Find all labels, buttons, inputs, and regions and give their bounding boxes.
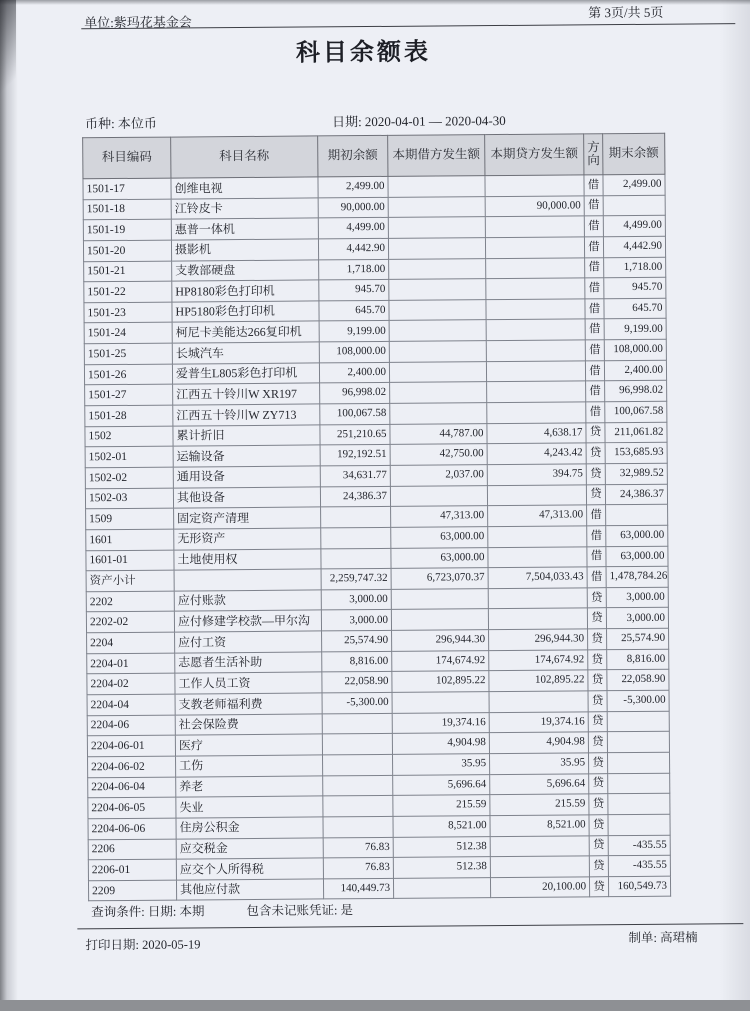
cell-subject-code: 2204-04 [87,694,175,715]
cell-direction: 借 [584,237,603,258]
cell-period-credit: 5,696.64 [490,773,589,794]
cell-direction: 贷 [589,794,608,815]
cell-subject-name: 养老 [176,775,323,797]
cell-period-debit [389,279,486,300]
cell-direction: 借 [587,505,606,526]
cell-closing-balance: 4,499.00 [603,215,665,236]
cell-period-credit [486,257,585,278]
cell-direction: 借 [587,526,606,547]
cell-subject-name: 应付工资 [175,631,322,653]
cell-closing-balance: 2,400.00 [604,360,666,381]
cell-subject-name: 无形资产 [174,528,321,550]
query-conditions [91,900,353,920]
cell-opening-balance [323,796,393,817]
cell-subject-name: 江西五十铃川W XR197 [173,383,320,405]
cell-opening-balance: 3,000.00 [321,610,391,631]
cell-opening-balance [321,507,391,528]
cell-opening-balance: 4,499.00 [318,218,388,239]
cell-closing-balance: 25,574.90 [607,628,669,649]
cell-subject-code: 2204 [87,632,175,653]
cell-period-credit [488,588,587,609]
cell-period-debit: 174,674.92 [392,650,489,671]
print-date-label: 打印日期: 2020-05-19 [85,937,201,953]
cell-opening-balance [321,548,391,569]
cell-subject-name: 社会保险费 [175,714,322,736]
cell-period-debit [392,692,489,713]
cell-period-debit: 47,313.00 [391,506,488,527]
cell-subject-code: 1502-01 [85,446,173,467]
cell-subject-code: 1501-23 [84,302,172,323]
cell-period-debit [393,877,490,898]
cell-period-credit: 35.95 [489,753,588,774]
cell-closing-balance: -435.55 [608,835,670,856]
cell-period-credit [486,319,585,340]
cell-period-debit [391,609,488,630]
cell-subject-name: 应付修建学校款—甲尔沟 [174,610,321,632]
cell-opening-balance [323,754,393,775]
cell-closing-balance: 211,061.82 [605,422,667,443]
cell-subject-code: 2204-06-06 [88,818,176,839]
page-title: 科目余额表 [295,39,432,67]
cell-subject-name [174,569,321,591]
cell-period-debit: 44,787.00 [390,423,487,444]
cell-subject-name: 支教部硬盘 [172,259,319,281]
cell-direction: 借 [586,402,605,423]
cell-closing-balance [608,793,670,814]
cell-closing-balance: 24,386.37 [605,484,667,505]
cell-subject-code: 1601-01 [86,550,174,571]
cell-subject-name: 工作人员工资 [175,672,322,694]
cell-closing-balance [607,731,669,752]
cell-opening-balance: 9,199.00 [319,321,389,342]
cell-direction: 借 [585,360,604,381]
cell-opening-balance: -5,300.00 [322,692,392,713]
cell-period-debit [390,382,487,403]
cell-subject-name: 固定资产清理 [174,507,321,529]
cell-subject-code: 1501-27 [85,384,173,405]
cell-opening-balance: 76.83 [323,837,393,858]
cell-period-debit [390,403,487,424]
cell-period-credit: 7,504,033.43 [488,567,587,588]
cell-closing-balance: 9,199.00 [604,319,666,340]
cell-opening-balance: 22,058.90 [322,672,392,693]
cell-direction: 借 [585,340,604,361]
cell-period-debit: 35.95 [392,754,489,775]
cell-subject-code: 2204-06-04 [88,777,176,798]
cell-opening-balance [321,527,391,548]
cell-subject-code: 1502-03 [85,488,173,509]
cell-opening-balance: 90,000.00 [318,197,388,218]
cell-period-debit [389,299,486,320]
cell-subject-name: 应交税金 [176,837,323,859]
cell-period-debit [389,361,486,382]
cell-subject-code: 2206-01 [88,859,176,880]
query-condition-label: 查询条件: 日期: 本期 [91,904,205,920]
cell-opening-balance: 192,192.51 [320,445,390,466]
cell-closing-balance: 3,000.00 [606,587,668,608]
cell-subject-name: 累计折旧 [173,425,320,447]
cell-direction: 借 [587,567,606,588]
cell-closing-balance: 945.70 [604,277,666,298]
cell-period-debit [389,320,486,341]
cell-closing-balance: 3,000.00 [606,608,668,629]
cell-subject-code: 2202-02 [86,612,174,633]
cell-subject-code: 2204-06-01 [87,735,175,756]
cell-period-credit [490,856,589,877]
cell-period-credit [487,381,586,402]
cell-period-debit: 8,521.00 [393,815,490,836]
cell-subject-code: 1501-24 [84,323,172,344]
cell-direction: 借 [585,299,604,320]
cell-subject-code: 1501-22 [84,281,172,302]
cell-period-credit [487,484,586,505]
cell-period-credit [488,546,587,567]
cell-subject-code: 资产小计 [86,570,174,591]
cell-opening-balance: 251,210.65 [320,424,390,445]
header-direction [584,134,603,175]
cell-direction: 借 [584,216,603,237]
cell-direction: 借 [586,381,605,402]
cell-closing-balance: -5,300.00 [607,690,669,711]
cell-opening-balance: 2,259,747.32 [321,569,391,590]
cell-period-credit: 20,100.00 [490,877,589,898]
cell-period-debit: 63,000.00 [391,527,488,548]
cell-subject-code: 2204-06-05 [88,797,176,818]
cell-subject-name: 通用设备 [173,466,320,488]
cell-period-credit: 47,313.00 [488,505,587,526]
cell-period-credit [485,175,584,196]
unit-label: 单位:紫玛花基金会 [84,14,192,31]
cell-period-credit: 8,521.00 [490,815,589,836]
cell-closing-balance: 63,000.00 [606,525,668,546]
cell-period-debit [388,176,485,197]
date-range-label: 日期: 2020-04-01 — 2020-04-30 [331,112,506,130]
cell-closing-balance: 1,718.00 [604,257,666,278]
cell-subject-name: 其他设备 [173,487,320,509]
cell-opening-balance: 3,000.00 [321,589,391,610]
cell-closing-balance: 100,067.58 [605,401,667,422]
cell-period-debit [389,341,486,362]
cell-closing-balance [608,773,670,794]
cell-closing-balance: 160,549.73 [608,876,670,897]
cell-direction: 贷 [589,856,608,877]
cell-period-debit [390,485,487,506]
cell-subject-name: 江西五十铃川W ZY713 [173,404,320,426]
cell-period-credit [486,299,585,320]
cell-period-credit: 296,944.30 [489,629,588,650]
cell-period-debit: 63,000.00 [391,547,488,568]
cell-direction: 贷 [586,443,605,464]
table-body [83,174,671,901]
cell-direction: 贷 [586,422,605,443]
cell-direction: 贷 [586,464,605,485]
cell-period-debit [389,258,486,279]
cell-closing-balance [608,814,670,835]
cell-direction: 贷 [588,691,607,712]
cell-direction: 贷 [586,484,605,505]
cell-period-credit: 102,895.22 [489,670,588,691]
cell-period-debit: 102,895.22 [392,671,489,692]
cell-direction: 贷 [588,732,607,753]
cell-opening-balance: 4,442.90 [318,238,388,259]
cell-direction: 贷 [589,876,608,897]
cell-closing-balance: 2,499.00 [603,174,665,195]
cell-period-credit [489,691,588,712]
cell-direction: 贷 [588,629,607,650]
cell-period-credit: 19,374.16 [489,711,588,732]
cell-subject-name: 惠普一体机 [171,218,318,240]
cell-closing-balance: 22,058.90 [607,670,669,691]
cell-subject-code: 1501-20 [83,240,171,261]
cell-period-credit [488,608,587,629]
currency-label: 币种: 本位币 [84,115,157,132]
cell-period-credit: 174,674.92 [489,650,588,671]
cell-closing-balance [606,504,668,525]
cell-opening-balance: 1,718.00 [319,259,389,280]
cell-subject-name: 应付账款 [174,590,321,612]
table-row [88,876,670,901]
cell-subject-code: 1501-28 [85,405,173,426]
cell-opening-balance: 34,631.77 [320,465,390,486]
cell-period-debit: 19,374.16 [392,712,489,733]
cell-opening-balance: 8,816.00 [322,651,392,672]
cell-closing-balance [607,752,669,773]
cell-period-credit [488,526,587,547]
cell-subject-code: 2206 [88,839,176,860]
cell-period-credit: 4,638.17 [487,423,586,444]
cell-period-credit: 90,000.00 [485,195,584,216]
cell-subject-code: 1501-18 [83,199,171,220]
cell-subject-name: 土地使用权 [174,548,321,570]
cell-opening-balance [323,775,393,796]
cell-closing-balance: 4,442.90 [603,236,665,257]
cell-closing-balance: 1,478,784.26 [606,566,668,587]
cell-period-credit: 4,904.98 [489,732,588,753]
table-header [83,133,665,179]
cell-subject-name: 失业 [176,796,323,818]
cell-subject-name: 医疗 [175,734,322,756]
cell-subject-code: 1601 [86,529,174,550]
cell-subject-name: 住房公积金 [176,817,323,839]
cell-direction: 借 [585,257,604,278]
cell-period-debit [388,217,485,238]
cell-closing-balance: -435.55 [608,855,670,876]
cell-subject-name: 工伤 [176,755,323,777]
cell-period-debit [391,588,488,609]
cell-subject-code: 2209 [88,880,176,901]
cell-closing-balance: 645.70 [604,298,666,319]
cell-opening-balance: 25,574.90 [322,630,392,651]
cell-period-credit: 394.75 [487,464,586,485]
cell-direction: 贷 [589,815,608,836]
cell-subject-name: 柯尼卡美能达266复印机 [172,321,319,343]
cell-period-credit [486,340,585,361]
cell-opening-balance: 2,400.00 [319,362,389,383]
cell-period-credit [485,237,584,258]
header-closing-balance: 期末余额 [603,133,665,174]
header-subject-code: 科目编码 [83,137,171,179]
cell-period-debit: 4,904.98 [392,733,489,754]
cell-subject-code: 1501-25 [84,343,172,364]
cell-opening-balance: 645.70 [319,300,389,321]
cell-period-debit: 512.38 [393,857,490,878]
cell-closing-balance: 63,000.00 [606,546,668,567]
cell-direction: 借 [585,319,604,340]
cell-closing-balance [607,711,669,732]
cell-subject-name: 爱普生L805彩色打印机 [172,363,319,385]
cell-subject-code: 1502-02 [85,467,173,488]
cell-subject-code: 1502 [85,426,173,447]
cell-opening-balance [322,713,392,734]
cell-closing-balance: 8,816.00 [607,649,669,670]
cell-subject-code: 1501-17 [83,178,171,199]
cell-subject-code: 2204-06 [87,715,175,736]
cell-opening-balance: 100,067.58 [320,403,390,424]
cell-opening-balance [323,816,393,837]
cell-period-debit: 2,037.00 [390,465,487,486]
cell-period-debit: 5,696.64 [393,774,490,795]
cell-subject-code: 2204-02 [87,673,175,694]
cell-closing-balance: 153,685.93 [605,443,667,464]
cell-subject-name: 江铃皮卡 [171,198,318,220]
cell-opening-balance: 140,449.73 [323,878,393,899]
preparer-label: 制单: 高珺楠 [628,930,698,946]
cell-period-debit [388,238,485,259]
cell-direction: 贷 [588,670,607,691]
cell-subject-code: 1501-19 [83,219,171,240]
cell-subject-name: 志愿者生活补助 [175,652,322,674]
header-period-debit: 本期借方发生额 [388,135,485,177]
cell-direction: 贷 [589,773,608,794]
cell-closing-balance: 96,998.02 [605,381,667,402]
cell-opening-balance: 76.83 [323,858,393,879]
cell-subject-code: 1501-21 [84,261,172,282]
header-subject-name: 科目名称 [171,136,318,178]
page-indicator: 第 3页/共 5页 [588,4,664,21]
cell-period-debit [388,196,485,217]
cell-period-credit [485,216,584,237]
include-unposted-label: 包含未记账凭证: 是 [246,903,354,919]
cell-subject-code: 2202 [86,591,174,612]
balance-table [82,133,671,902]
cell-direction: 贷 [588,649,607,670]
cell-subject-code: 2204-01 [87,653,175,674]
cell-opening-balance: 24,386.37 [320,486,390,507]
cell-subject-name: 运输设备 [173,445,320,467]
cell-direction: 借 [584,175,603,196]
cell-opening-balance: 108,000.00 [319,342,389,363]
cell-period-credit [487,402,586,423]
cell-period-debit: 512.38 [393,836,490,857]
cell-closing-balance [603,195,665,216]
cell-closing-balance: 32,989.52 [605,463,667,484]
direction-char-bottom: 向 [587,153,600,168]
cell-direction: 贷 [587,587,606,608]
cell-period-debit: 42,750.00 [390,444,487,465]
cell-direction: 贷 [589,835,608,856]
header-opening-balance: 期初余额 [318,135,388,177]
cell-closing-balance: 108,000.00 [604,339,666,360]
cell-subject-name: 摄影机 [171,239,318,261]
direction-char-top: 方 [587,140,600,155]
cell-period-credit: 4,243.42 [487,443,586,464]
cell-subject-name: HP5180彩色打印机 [172,301,319,323]
cell-period-debit: 296,944.30 [392,630,489,651]
cell-subject-name: 应交个人所得税 [176,858,323,880]
cell-subject-code: 1509 [86,508,174,529]
cell-opening-balance [322,734,392,755]
cell-subject-name: 创维电视 [171,177,318,199]
cell-period-credit [486,278,585,299]
cell-period-credit: 215.59 [490,794,589,815]
cell-direction: 贷 [587,608,606,629]
table-header-row [83,133,665,179]
cell-period-credit [490,835,589,856]
cell-subject-name: HP8180彩色打印机 [172,280,319,302]
cell-subject-name: 支教老师福利费 [175,693,322,715]
cell-opening-balance: 2,499.00 [318,176,388,197]
cell-direction: 贷 [588,753,607,774]
cell-subject-code: 1501-26 [84,364,172,385]
cell-direction: 借 [587,546,606,567]
cell-opening-balance: 96,998.02 [320,383,390,404]
cell-subject-code: 2204-06-02 [88,756,176,777]
cell-direction: 借 [585,278,604,299]
cell-subject-name: 长城汽车 [172,342,319,364]
cell-direction: 借 [584,195,603,216]
cell-period-debit: 6,723,070.37 [391,568,488,589]
cell-subject-name: 其他应付款 [176,879,323,901]
header-period-credit: 本期贷方发生额 [485,134,584,176]
cell-opening-balance: 945.70 [319,280,389,301]
cell-period-credit [486,361,585,382]
cell-direction: 贷 [588,711,607,732]
cell-period-debit: 215.59 [393,795,490,816]
